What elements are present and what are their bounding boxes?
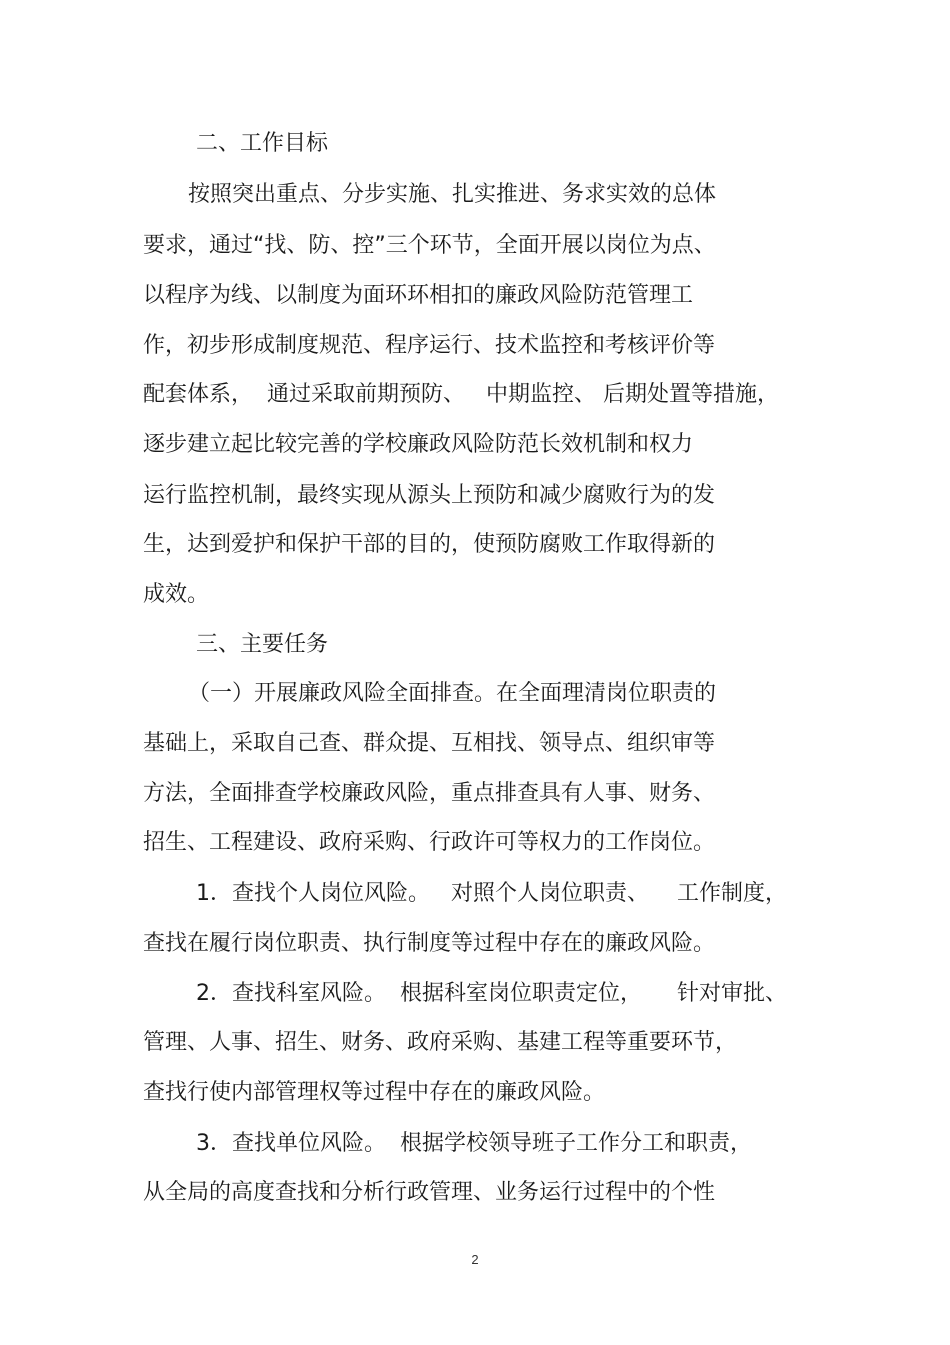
paragraph-line: 运行监控机制，最终实现从源头上预防和减少腐败行为的发 bbox=[143, 483, 716, 508]
paragraph-line: 招生、工程建设、政府采购、行政许可等权力的工作岗位。 bbox=[143, 830, 716, 855]
paragraph-line: 从全局的高度查找和分析行政管理、业务运行过程中的个性 bbox=[143, 1180, 716, 1205]
paragraph-line: 要求，通过“找、防、控”三个环节，全面开展以岗位为点、 bbox=[143, 233, 716, 258]
list-item-department-risk: 2．查找科室风险。 根据科室岗位职责定位， 针对审批、 bbox=[196, 981, 787, 1006]
paragraph-line: 查找行使内部管理权等过程中存在的廉政风险。 bbox=[143, 1080, 606, 1105]
paragraph-line: 方法，全面排查学校廉政风险，重点排查具有人事、财务、 bbox=[143, 781, 716, 806]
list-item-unit-risk: 3．查找单位风险。 根据学校领导班子工作分工和职责， bbox=[196, 1131, 752, 1156]
page-number: 2 bbox=[471, 1252, 479, 1267]
list-item-personal-risk: 1．查找个人岗位风险。 对照个人岗位职责、 工作制度， bbox=[196, 881, 787, 906]
paragraph-line: 查找在履行岗位职责、执行制度等过程中存在的廉政风险。 bbox=[143, 931, 716, 956]
paragraph-line: 生，达到爱护和保护干部的目的，使预防腐败工作取得新的 bbox=[143, 532, 716, 557]
paragraph-line: 逐步建立起比较完善的学校廉政风险防范长效机制和权力 bbox=[143, 432, 694, 457]
paragraph-line: （一）开展廉政风险全面排查。在全面理清岗位职责的 bbox=[188, 681, 717, 706]
paragraph-line: 配套体系， 通过采取前期预防、 中期监控、 后期处置等措施， bbox=[143, 382, 779, 407]
paragraph-line: 管理、人事、招生、财务、政府采购、基建工程等重要环节， bbox=[143, 1030, 738, 1055]
paragraph-line: 基础上，采取自己查、群众提、互相找、领导点、组织审等 bbox=[143, 731, 716, 756]
paragraph-line: 按照突出重点、分步实施、扎实推进、务求实效的总体 bbox=[188, 182, 717, 207]
paragraph-line: 成效。 bbox=[143, 582, 210, 607]
paragraph-line: 以程序为线、以制度为面环环相扣的廉政风险防范管理工 bbox=[143, 283, 694, 308]
section-heading-goals: 二、工作目标 bbox=[196, 131, 329, 156]
paragraph-line: 作，初步形成制度规范、程序运行、技术监控和考核评价等 bbox=[143, 333, 716, 358]
section-heading-tasks: 三、主要任务 bbox=[196, 632, 329, 657]
